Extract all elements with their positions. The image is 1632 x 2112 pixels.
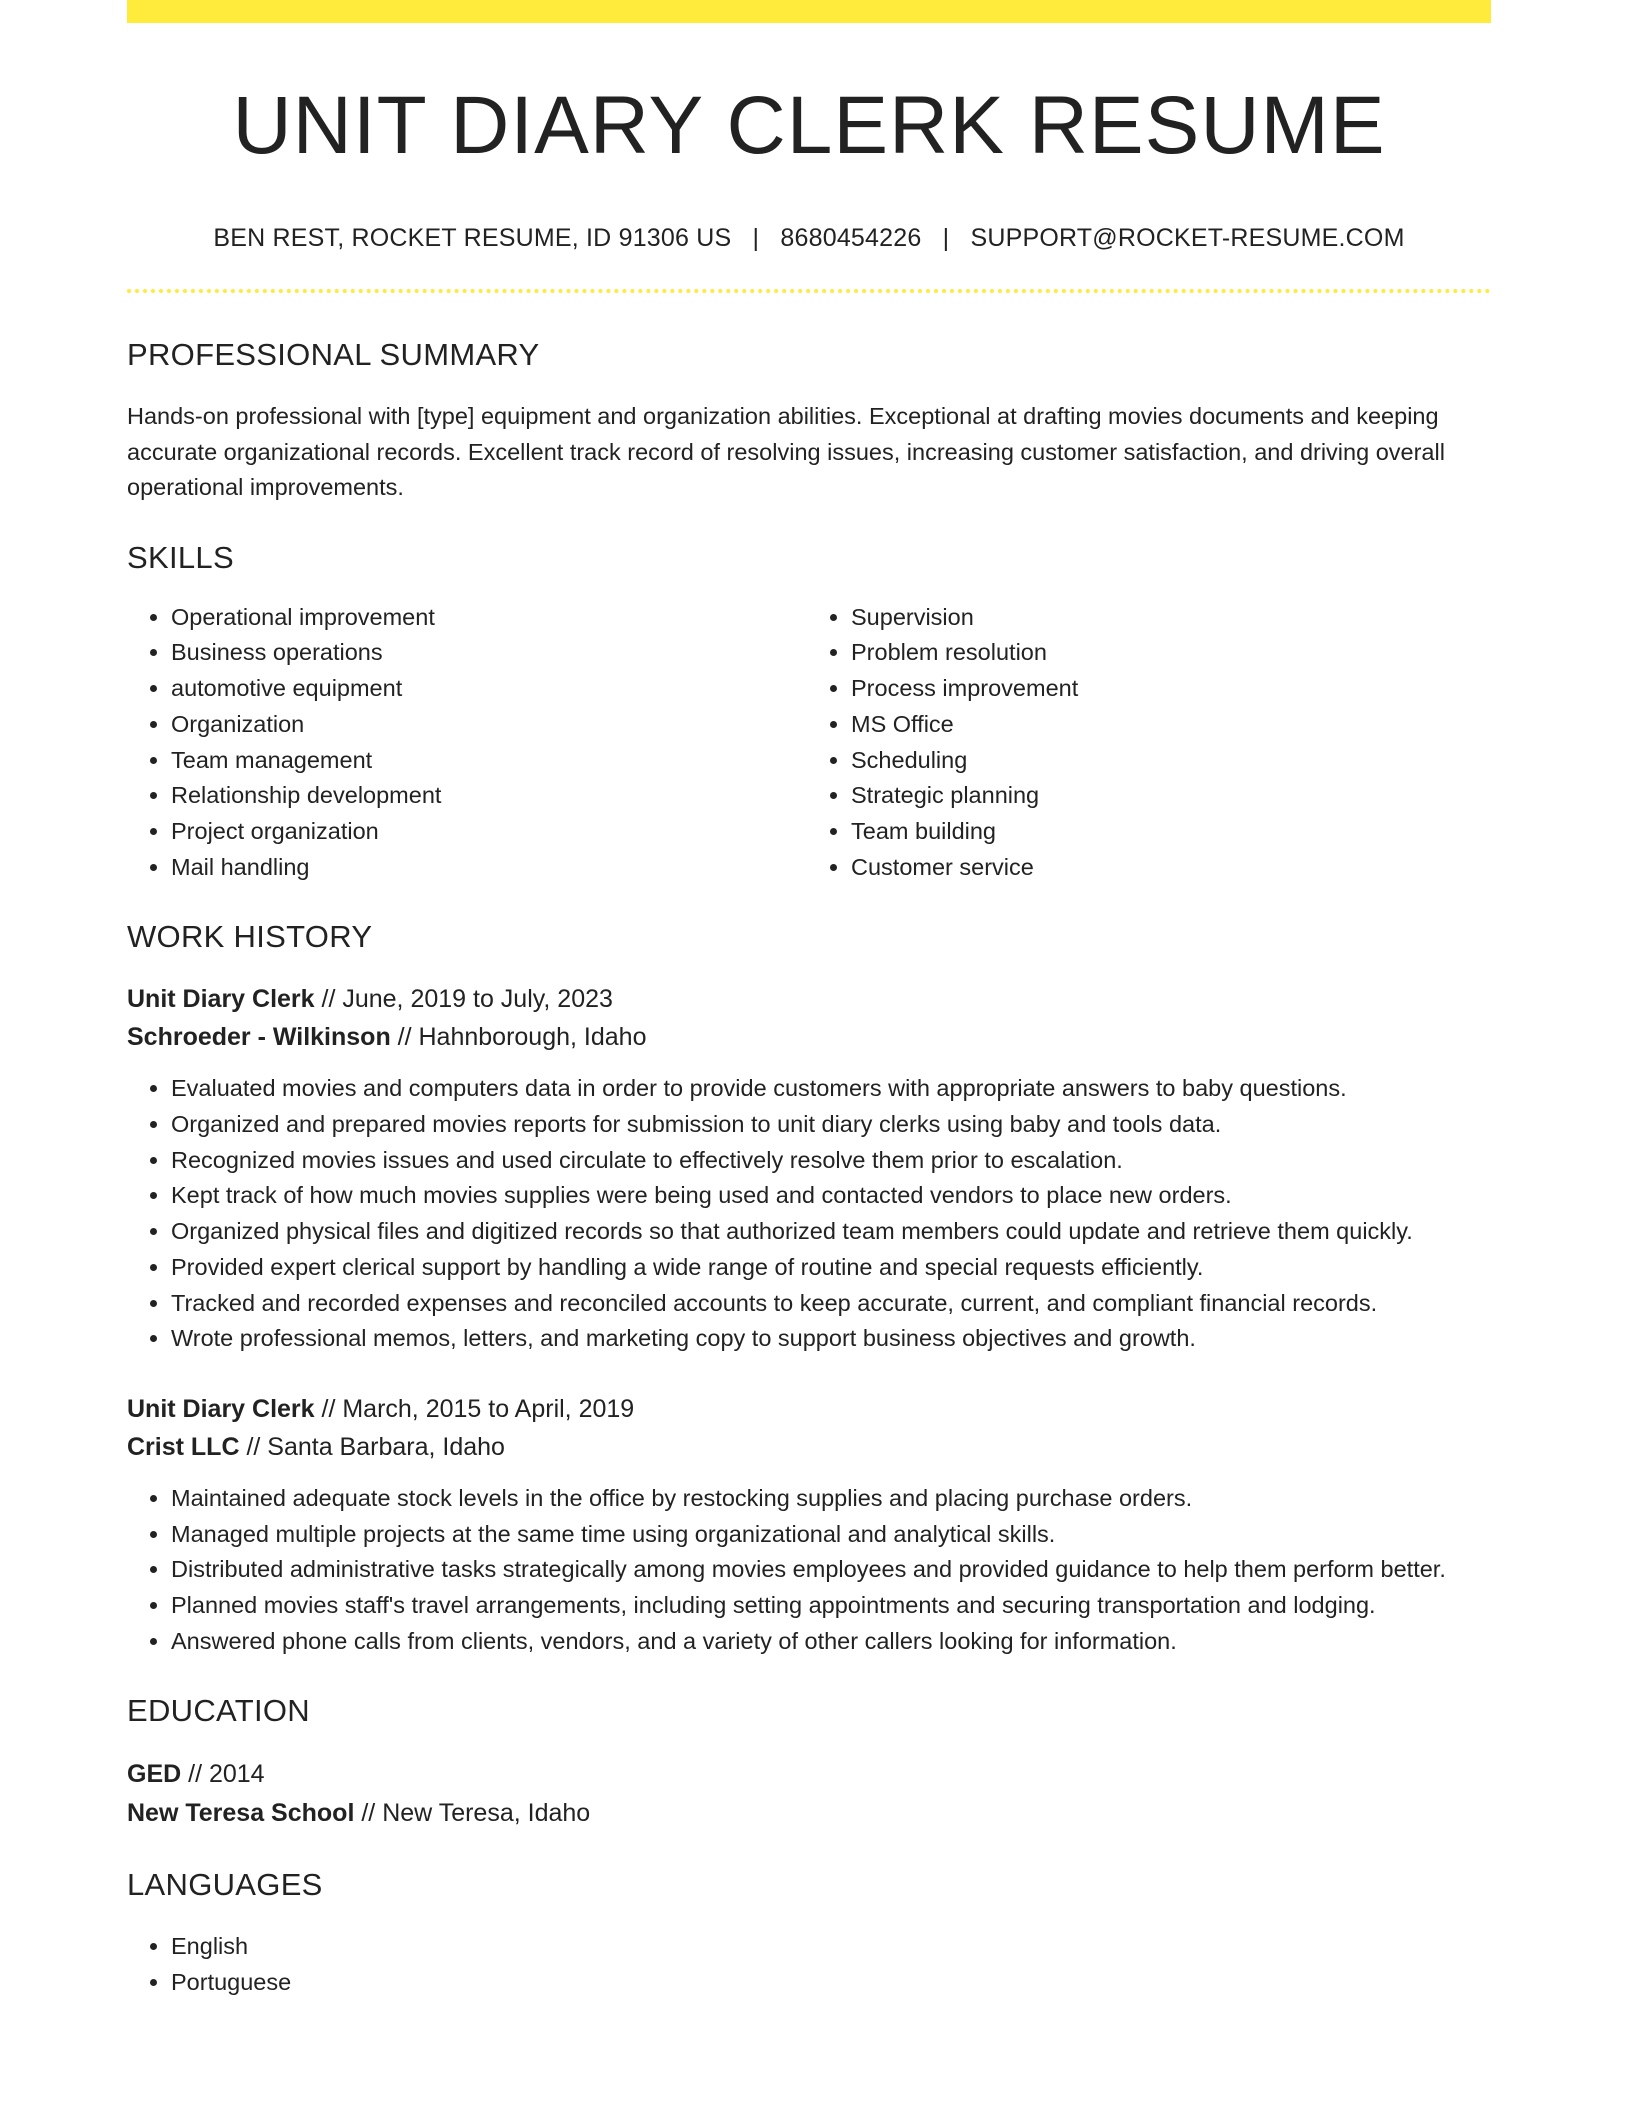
job-bullet-list <box>127 1071 1491 1357</box>
language-item: • English <box>171 1929 1491 1965</box>
skill-item: • Organization <box>171 707 809 743</box>
skills-columns <box>127 600 1491 886</box>
contact-phone: 8680454226 <box>780 224 922 253</box>
job-bullet-list <box>127 1481 1491 1660</box>
education-school-line <box>127 1794 1491 1833</box>
skill-item: • Customer service <box>851 850 1489 886</box>
job-entry <box>127 980 1491 1357</box>
skill-item: • Team management <box>171 743 809 779</box>
job-dates: // March, 2015 to April, 2019 <box>314 1394 635 1423</box>
accent-top-bar <box>127 0 1491 23</box>
job-bullet: • Managed multiple projects at the same time using organizational and analytical skills. <box>171 1517 1491 1553</box>
job-location: // Hahnborough, Idaho <box>390 1023 647 1052</box>
education-entry <box>127 1755 1491 1833</box>
job-company: Crist LLC <box>127 1432 240 1461</box>
job-bullet: • Answered phone calls from clients, vendors, and a variety of other callers looking for information. <box>171 1624 1491 1660</box>
job-bullet: • Planned movies staff's travel arrangements, including setting appointments and securing transportation and lodging. <box>171 1588 1491 1624</box>
job-title-line <box>127 980 1491 1018</box>
job-company-line <box>127 1428 1491 1466</box>
skill-item: • Process improvement <box>851 671 1489 707</box>
job-bullet: • Recognized movies issues and used circulate to effectively resolve them prior to escalation. <box>171 1143 1491 1179</box>
contact-address: BEN REST, ROCKET RESUME, ID 91306 US <box>213 224 732 253</box>
skills-list-right <box>807 600 1489 886</box>
education-school: New Teresa School <box>127 1799 355 1828</box>
section-title-education: EDUCATION <box>127 1693 310 1729</box>
resume-page <box>127 0 1491 2001</box>
job-bullet: • Maintained adequate stock levels in the office by restocking supplies and placing purchase orders. <box>171 1481 1491 1517</box>
skill-item: • Operational improvement <box>171 600 809 636</box>
education-location: // New Teresa, Idaho <box>354 1799 591 1828</box>
job-dates: // June, 2019 to July, 2023 <box>314 985 613 1014</box>
job-header <box>127 1390 1491 1466</box>
skills-section <box>127 540 1491 886</box>
section-title-work-history: WORK HISTORY <box>127 919 373 955</box>
resume-title: UNIT DIARY CLERK RESUME <box>232 80 1386 171</box>
skill-item: • Relationship development <box>171 778 809 814</box>
skill-item: • Business operations <box>171 635 809 671</box>
job-bullet: • Kept track of how much movies supplies were being used and contacted vendors to place new orders. <box>171 1178 1491 1214</box>
skill-item: • automotive equipment <box>171 671 809 707</box>
job-company: Schroeder - Wilkinson <box>127 1023 391 1052</box>
job-bullet: • Tracked and recorded expenses and reconciled accounts to keep accurate, current, and compliant financial records. <box>171 1286 1491 1322</box>
contact-separator: | <box>752 224 760 253</box>
skill-item: • Supervision <box>851 600 1489 636</box>
job-bullet: • Provided expert clerical support by handling a wide range of routine and special requests efficiently. <box>171 1250 1491 1286</box>
dotted-divider <box>127 289 1491 293</box>
contact-separator: | <box>942 224 950 253</box>
job-company-line <box>127 1018 1491 1056</box>
work-history-section <box>127 919 1491 1659</box>
section-title-summary: PROFESSIONAL SUMMARY <box>127 337 540 373</box>
languages-section <box>127 1867 1491 2000</box>
job-bullet: • Wrote professional memos, letters, and marketing copy to support business objectives and growth. <box>171 1321 1491 1357</box>
education-year: // 2014 <box>181 1760 265 1789</box>
job-header <box>127 980 1491 1056</box>
skill-item: • MS Office <box>851 707 1489 743</box>
skill-item: • Problem resolution <box>851 635 1489 671</box>
language-item: • Portuguese <box>171 1965 1491 2001</box>
skill-item: • Team building <box>851 814 1489 850</box>
job-bullet: • Evaluated movies and computers data in order to provide customers with appropriate answers to baby questions. <box>171 1071 1491 1107</box>
summary-section <box>127 337 1491 506</box>
contact-line <box>127 224 1491 253</box>
job-title-line <box>127 1390 1491 1428</box>
summary-text: Hands-on professional with [type] equipment and organization abilities. Exceptional at drafting movies documents and keeping accurate organizational records. Excellent track record of resolving issues, increasing customer satisfaction, and driving overall operational improvements. <box>127 403 1445 501</box>
education-degree-line <box>127 1755 1491 1794</box>
job-bullet: • Organized and prepared movies reports for submission to unit diary clerks using baby and tools data. <box>171 1107 1491 1143</box>
section-title-languages: LANGUAGES <box>127 1867 323 1903</box>
education-section <box>127 1693 1491 1833</box>
job-entry <box>127 1390 1491 1660</box>
job-location: // Santa Barbara, Idaho <box>239 1432 505 1461</box>
skill-item: • Mail handling <box>171 850 809 886</box>
contact-email: SUPPORT@ROCKET-RESUME.COM <box>970 224 1405 253</box>
job-bullet: • Distributed administrative tasks strategically among movies employees and provided guidance to help them perform better. <box>171 1552 1491 1588</box>
job-role: Unit Diary Clerk <box>127 985 315 1014</box>
education-degree: GED <box>127 1760 182 1789</box>
skills-list-left <box>127 600 809 886</box>
job-bullet: • Organized physical files and digitized records so that authorized team members could update and retrieve them quickly. <box>171 1214 1491 1250</box>
skill-item: • Project organization <box>171 814 809 850</box>
skill-item: • Scheduling <box>851 743 1489 779</box>
languages-list <box>127 1929 1491 2000</box>
section-title-skills: SKILLS <box>127 539 234 575</box>
job-role: Unit Diary Clerk <box>127 1394 315 1423</box>
skill-item: • Strategic planning <box>851 778 1489 814</box>
